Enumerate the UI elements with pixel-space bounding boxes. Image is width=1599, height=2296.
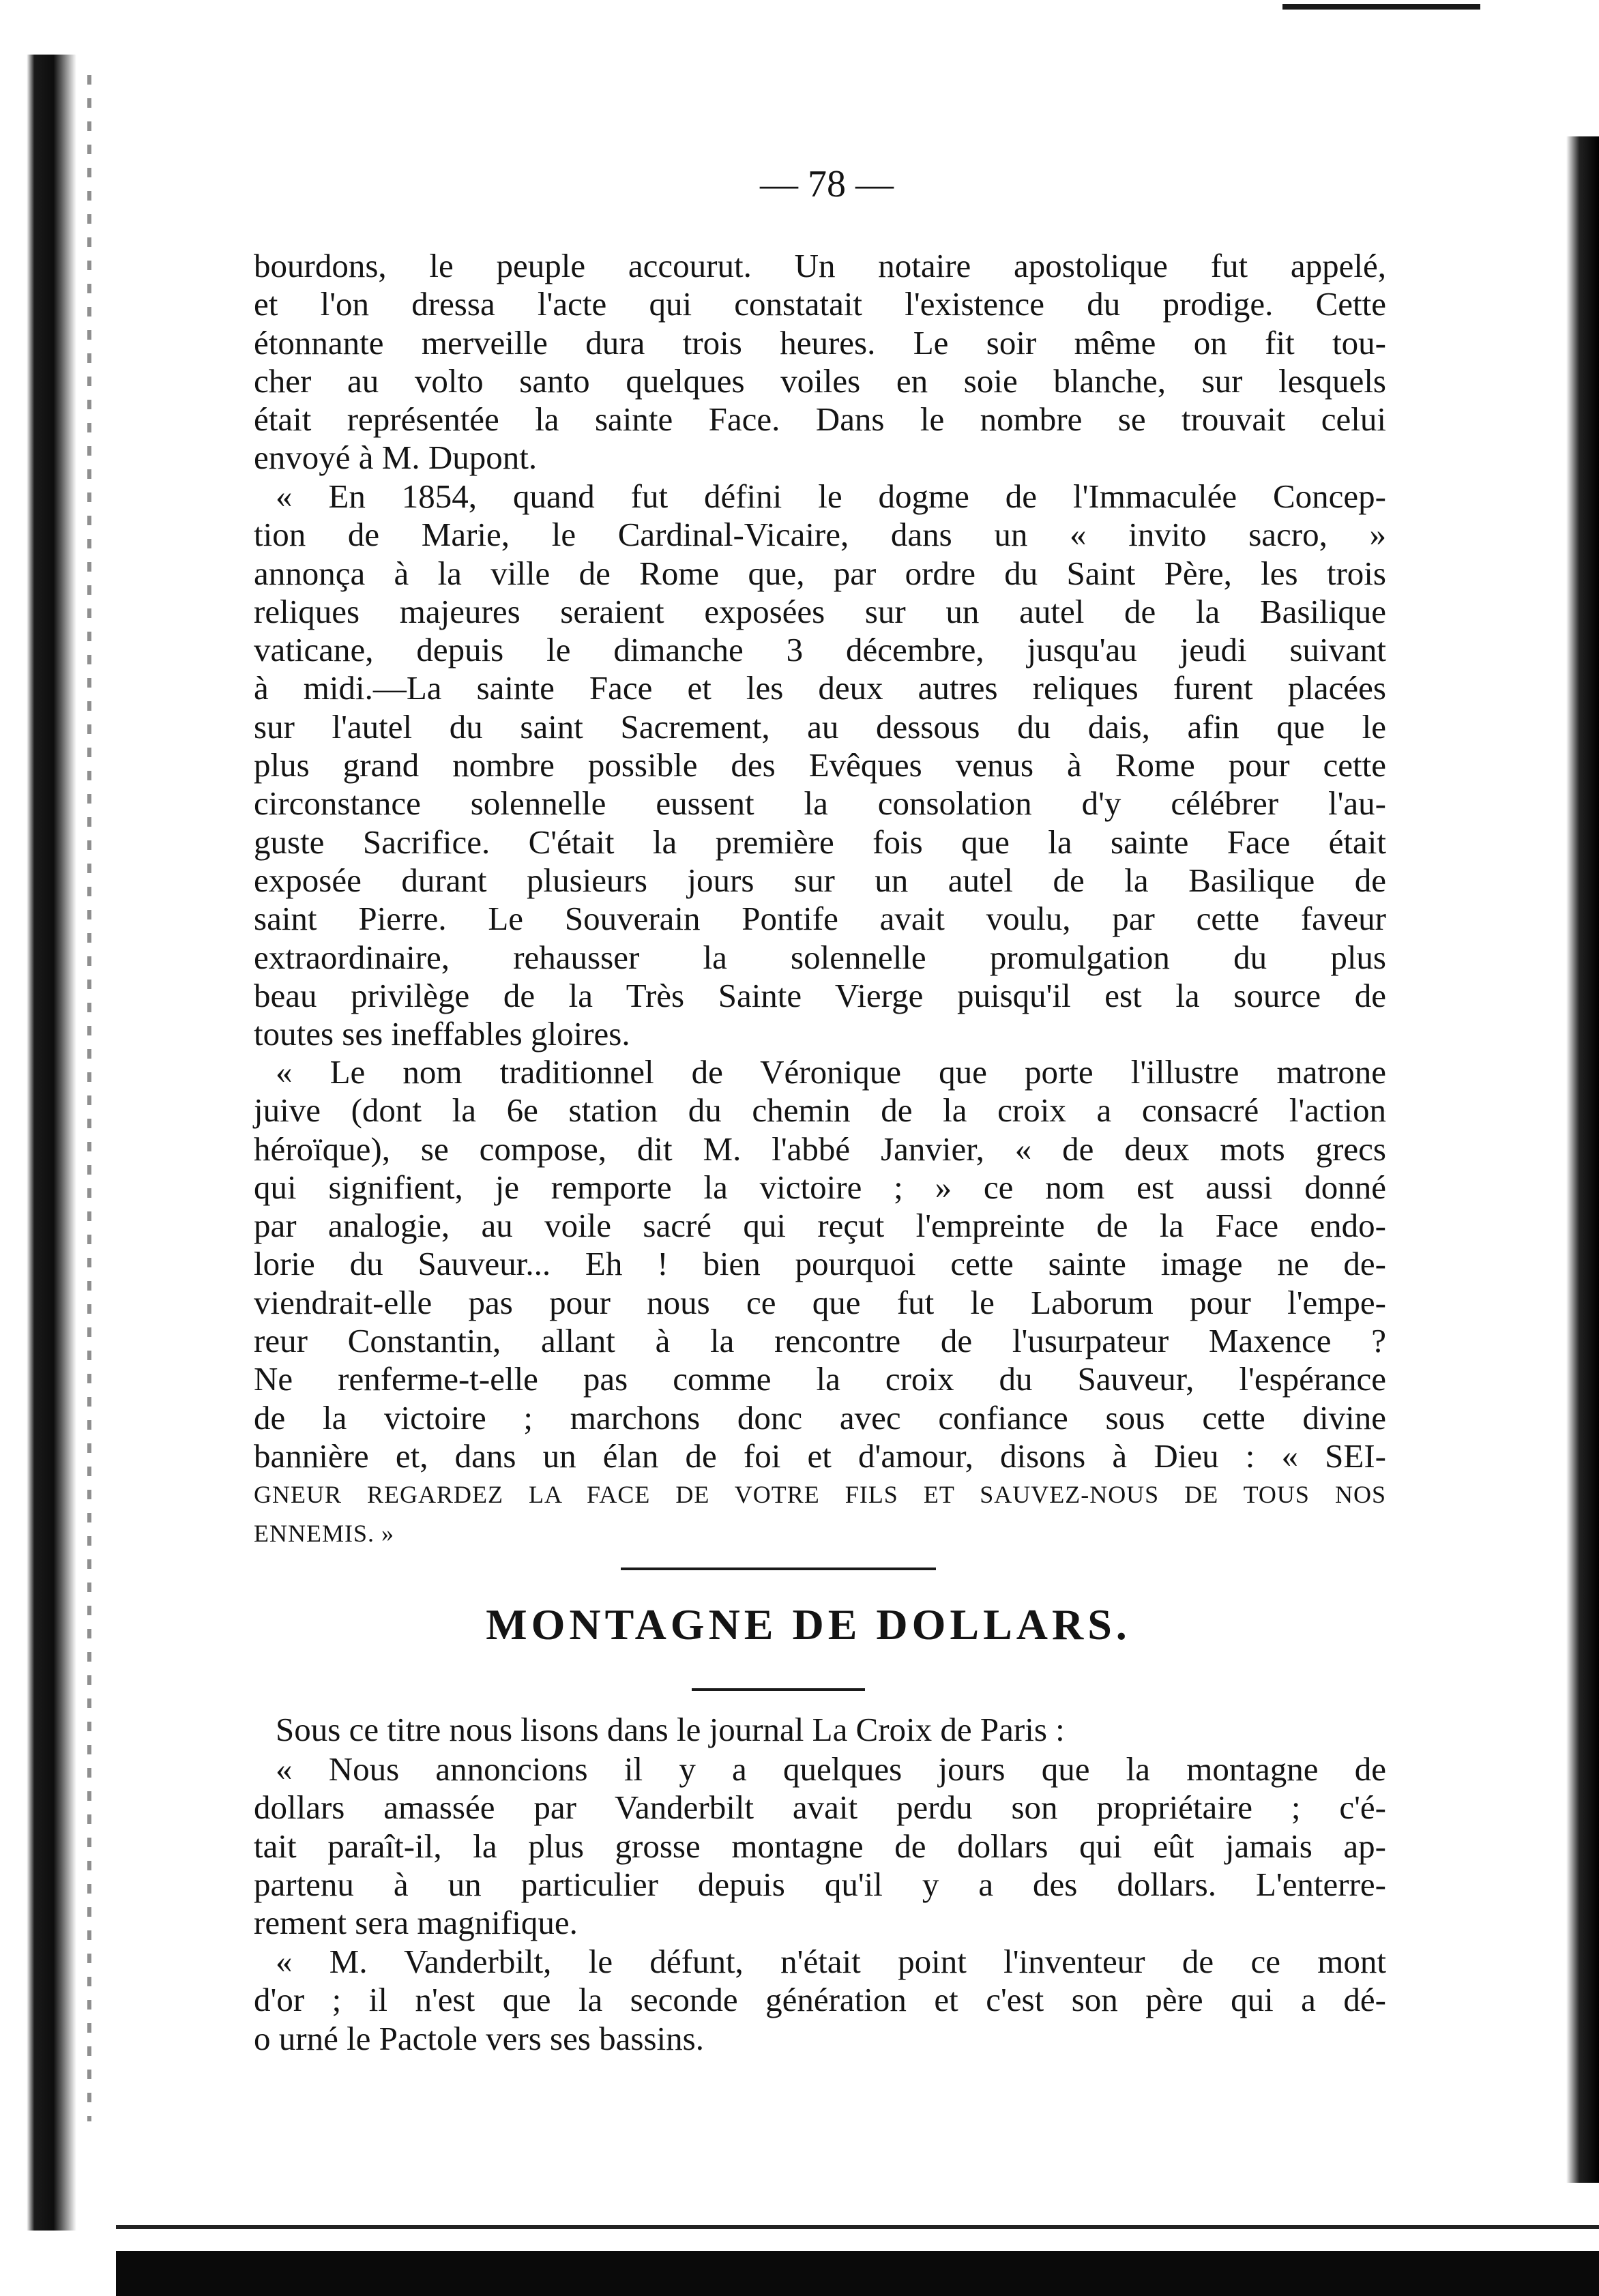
text-line: extraordinaire, rehausser la solennelle promulgation du plus [254,938,1386,976]
text-line: Sous ce titre nous lisons dans le journal La Croix de Paris : [276,1711,1065,1748]
text-line: héroïque), se compose, dit M. l'abbé Janvier, « de deux mots grecs [254,1130,1386,1168]
text-line: partenu à un particulier depuis qu'il y a des dollars. L'enterre- [254,1865,1386,1903]
text-line: rement sera magnifique. [254,1904,578,1942]
scan-top-mark [1282,4,1480,10]
text-line: de la victoire ; marchons donc avec confiance sous cette divine [254,1398,1386,1437]
text-line: ENNEMIS. » [254,1519,394,1547]
text-line: circonstance solennelle eussent la consolation d'y célébrer l'au- [254,784,1386,823]
text-line: reur Constantin, allant à la rencontre de l'usurpateur Maxence ? [254,1322,1386,1360]
text-line: sur l'autel du saint Sacrement, au dessous du dais, afin que le [254,707,1386,746]
scan-edge-right [1566,136,1599,2183]
scan-bottom-band [116,2251,1599,2296]
text-line: Ne renferme-t-elle pas comme la croix du Sauveur, l'espérance [254,1360,1386,1398]
section-rule-bottom [692,1688,865,1691]
text-line: reliques majeures seraient exposées sur un autel de la Basilique [254,592,1386,630]
paragraph-6 [254,1943,1386,2058]
paragraph-4 [254,1711,1386,1749]
text-line: cher au volto santo quelques voiles en soie blanche, sur lesquels [254,362,1386,400]
text-line: juive (dont la 6e station du chemin de la croix a consacré l'action [254,1091,1386,1130]
text-line: « M. Vanderbilt, le défunt, n'était point l'inventeur de ce mont [276,1943,1386,1980]
text-line: « Nous annoncions il y a quelques jours que la montagne de [276,1750,1386,1788]
text-line: saint Pierre. Le Souverain Pontife avait voulu, par cette faveur [254,900,1386,938]
text-line: plus grand nombre possible des Evêques venus à Rome pour cette [254,746,1386,784]
text-line: annonça à la ville de Rome que, par ordre du Saint Père, les trois [254,554,1386,592]
text-line: qui signifient, je remporte la victoire ; » ce nom est aussi donné [254,1168,1386,1206]
page-number: — 78 — [760,163,894,205]
text-line: exposée durant plusieurs jours sur un autel de la Basilique de [254,861,1386,899]
text-line: lorie du Sauveur... Eh ! bien pourquoi cette sainte image ne de- [254,1245,1386,1283]
paragraph-1 [254,247,1386,477]
scan-edge-left [0,55,76,2231]
text-line: « En 1854, quand fut défini le dogme de l'Immaculée Concep- [276,477,1386,515]
text-line: étonnante merveille dura trois heures. Le soir même on fit tou- [254,323,1386,362]
paragraph-2 [254,477,1386,1053]
text-line: « Le nom traditionnel de Véronique que porte l'illustre matrone [276,1053,1386,1091]
text-line: à midi.—La sainte Face et les deux autres reliques furent placées [254,669,1386,707]
paragraph-5 [254,1750,1386,1942]
scan-bottom-rule [116,2225,1599,2229]
text-line: guste Sacrifice. C'était la première fois que la sainte Face était [254,823,1386,861]
text-line: était représentée la sainte Face. Dans le nombre se trouvait celui [254,400,1386,439]
text-line: o urné le Pactole vers ses bassins. [254,2019,704,2057]
text-line: tait paraît-il, la plus grosse montagne de dollars qui eût jamais ap- [254,1827,1386,1865]
text-line: envoyé à M. Dupont. [254,439,538,477]
text-line: dollars amassée par Vanderbilt avait perdu son propriétaire ; c'é- [254,1789,1386,1827]
text-line: d'or ; il n'est que la seconde génération et c'est son père qui a dé- [254,1981,1386,2019]
text-line: viendrait-elle pas pour nous ce que fut le Laborum pour l'empe- [254,1283,1386,1321]
scan-margin-dots [87,75,91,2121]
text-line: et l'on dressa l'acte qui constatait l'existence du prodige. Cette [254,285,1386,323]
text-line: par analogie, au voile sacré qui reçut l'empreinte de la Face endo- [254,1207,1386,1245]
text-line: beau privilège de la Très Sainte Vierge puisqu'il est la source de [254,976,1386,1014]
text-line: toutes ses ineffables gloires. [254,1015,630,1053]
text-line: vaticane, depuis le dimanche 3 décembre, jusqu'au jeudi suivant [254,631,1386,669]
section-heading: MONTAGNE DE DOLLARS. [486,1600,1131,1649]
text-line: bourdons, le peuple accourut. Un notaire apostolique fut appelé, [254,247,1386,284]
text-line: GNEUR REGARDEZ LA FACE DE VOTRE FILS ET SAUVEZ-NOUS DE TOUS NOS [254,1481,1386,1509]
paragraph-3 [254,1053,1386,1552]
text-line: bannière et, dans un élan de foi et d'amour, disons à Dieu : « SEI- [254,1437,1386,1475]
text-line: tion de Marie, le Cardinal-Vicaire, dans un « invito sacro, » [254,516,1386,554]
section-rule-top [621,1568,936,1570]
